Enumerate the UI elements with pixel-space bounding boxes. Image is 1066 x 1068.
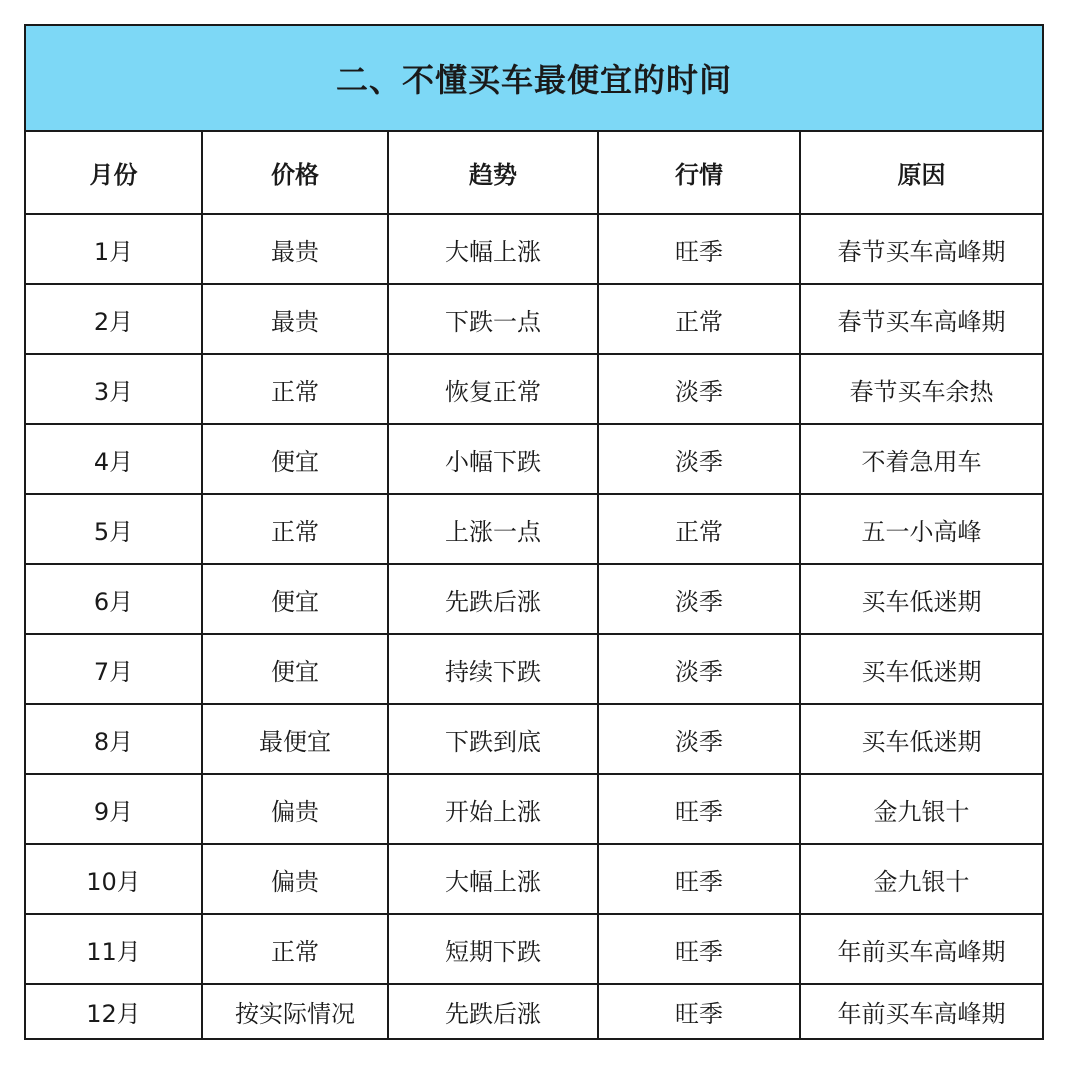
cell-month: 5月 [25, 494, 202, 564]
cell-reason: 金九银十 [800, 774, 1043, 844]
cell-price: 正常 [202, 494, 388, 564]
cell-market: 正常 [598, 494, 800, 564]
table-row [25, 494, 1043, 564]
cell-trend: 大幅上涨 [388, 844, 598, 914]
cell-month: 1月 [25, 214, 202, 284]
cell-trend: 持续下跌 [388, 634, 598, 704]
cell-market: 旺季 [598, 844, 800, 914]
cell-reason: 五一小高峰 [800, 494, 1043, 564]
cell-price: 正常 [202, 914, 388, 984]
table-title: 二、不懂买车最便宜的时间 [25, 25, 1043, 131]
cell-market: 旺季 [598, 984, 800, 1039]
table-row [25, 914, 1043, 984]
table-row [25, 984, 1043, 1039]
cell-price: 正常 [202, 354, 388, 424]
table-row [25, 774, 1043, 844]
cell-reason: 春节买车高峰期 [800, 214, 1043, 284]
header-reason: 原因 [800, 131, 1043, 214]
cell-trend: 恢复正常 [388, 354, 598, 424]
cell-trend: 大幅上涨 [388, 214, 598, 284]
cell-reason: 买车低迷期 [800, 564, 1043, 634]
cell-market: 淡季 [598, 424, 800, 494]
cell-reason: 金九银十 [800, 844, 1043, 914]
cell-month: 8月 [25, 704, 202, 774]
header-trend: 趋势 [388, 131, 598, 214]
cell-reason: 春节买车高峰期 [800, 284, 1043, 354]
header-market: 行情 [598, 131, 800, 214]
table-row [25, 424, 1043, 494]
cell-price: 最便宜 [202, 704, 388, 774]
car-buying-timing-table [24, 24, 1044, 1040]
cell-month: 3月 [25, 354, 202, 424]
cell-trend: 下跌一点 [388, 284, 598, 354]
table-row [25, 284, 1043, 354]
cell-trend: 先跌后涨 [388, 984, 598, 1039]
header-price: 价格 [202, 131, 388, 214]
cell-price: 最贵 [202, 284, 388, 354]
cell-market: 淡季 [598, 634, 800, 704]
table-row [25, 634, 1043, 704]
cell-trend: 小幅下跌 [388, 424, 598, 494]
cell-trend: 短期下跌 [388, 914, 598, 984]
cell-market: 旺季 [598, 774, 800, 844]
cell-market: 淡季 [598, 354, 800, 424]
cell-price: 便宜 [202, 634, 388, 704]
cell-month: 9月 [25, 774, 202, 844]
cell-month: 2月 [25, 284, 202, 354]
cell-market: 淡季 [598, 704, 800, 774]
cell-trend: 先跌后涨 [388, 564, 598, 634]
cell-trend: 下跌到底 [388, 704, 598, 774]
cell-price: 便宜 [202, 564, 388, 634]
table-row [25, 564, 1043, 634]
cell-reason: 不着急用车 [800, 424, 1043, 494]
cell-trend: 上涨一点 [388, 494, 598, 564]
cell-price: 偏贵 [202, 844, 388, 914]
header-month: 月份 [25, 131, 202, 214]
table-row [25, 214, 1043, 284]
cell-market: 正常 [598, 284, 800, 354]
cell-month: 12月 [25, 984, 202, 1039]
cell-trend: 开始上涨 [388, 774, 598, 844]
cell-price: 便宜 [202, 424, 388, 494]
cell-reason: 年前买车高峰期 [800, 914, 1043, 984]
cell-market: 旺季 [598, 214, 800, 284]
table-row [25, 354, 1043, 424]
table-row [25, 844, 1043, 914]
cell-month: 10月 [25, 844, 202, 914]
cell-reason: 春节买车余热 [800, 354, 1043, 424]
cell-month: 7月 [25, 634, 202, 704]
cell-reason: 年前买车高峰期 [800, 984, 1043, 1039]
cell-price: 按实际情况 [202, 984, 388, 1039]
cell-price: 最贵 [202, 214, 388, 284]
cell-price: 偏贵 [202, 774, 388, 844]
cell-market: 淡季 [598, 564, 800, 634]
cell-month: 4月 [25, 424, 202, 494]
cell-month: 6月 [25, 564, 202, 634]
cell-reason: 买车低迷期 [800, 704, 1043, 774]
table-row [25, 704, 1043, 774]
cell-reason: 买车低迷期 [800, 634, 1043, 704]
header-row [25, 131, 1043, 214]
cell-market: 旺季 [598, 914, 800, 984]
cell-month: 11月 [25, 914, 202, 984]
